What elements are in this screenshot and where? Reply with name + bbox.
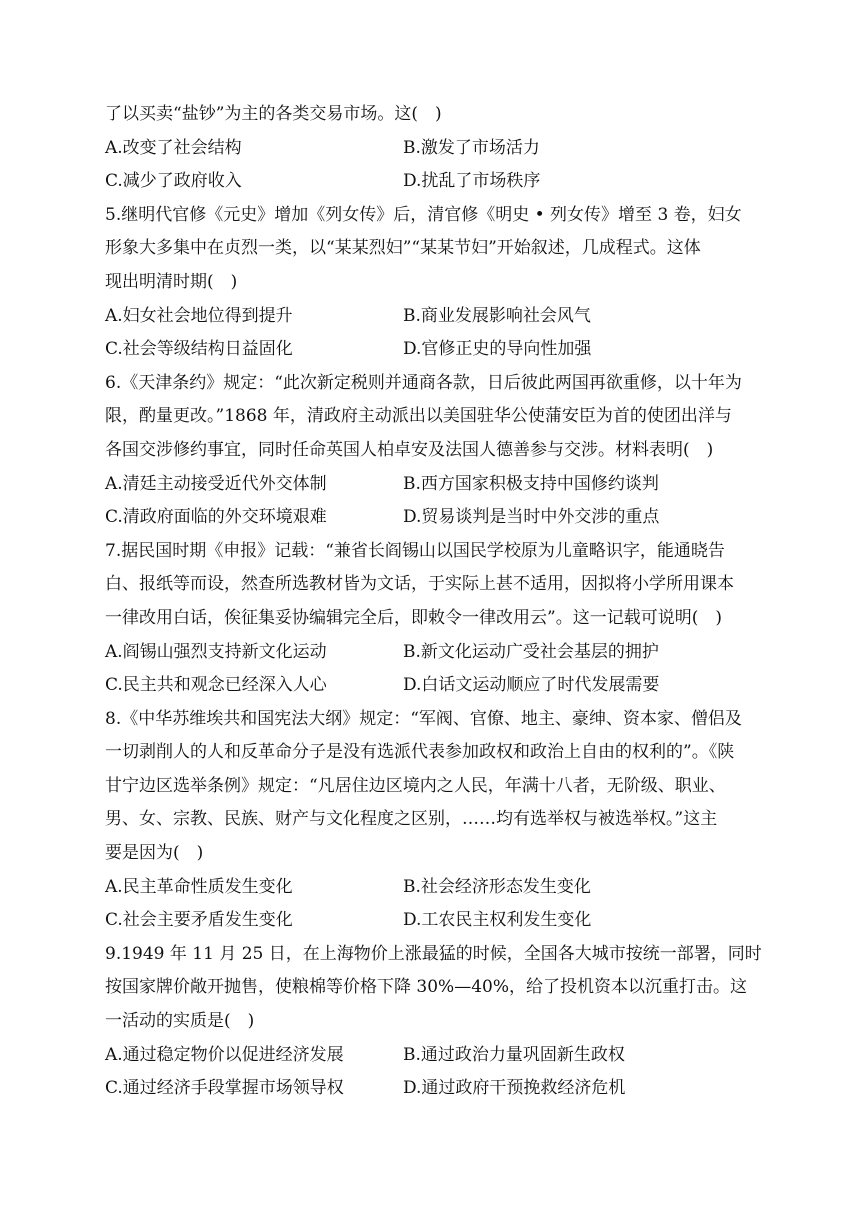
option-row	[105, 300, 755, 334]
option-b[interactable]: B.激发了市场活力	[403, 137, 540, 158]
option-a[interactable]: A.改变了社会结构	[105, 137, 242, 158]
option-d[interactable]: D.白话文运动顺应了时代发展需要	[403, 675, 660, 696]
option-c[interactable]: C.减少了政府收入	[105, 171, 242, 192]
option-row	[105, 871, 755, 905]
question-stem-line: 7.据民国时期《申报》记载：“兼省长阎锡山以国民学校原为儿童略识字，能通晓告	[105, 540, 725, 561]
option-row	[105, 1072, 755, 1106]
option-b[interactable]: B.通过政治力量巩固新生政权	[403, 1044, 625, 1065]
option-d[interactable]: D.贸易谈判是当时中外交涉的重点	[403, 507, 660, 528]
option-d[interactable]: D.工农民主权利发生变化	[403, 910, 592, 931]
question-stem-line: 一律改用白话，俟征集妥协编辑完全后，即敕令一律改用云”。这一记载可说明( )	[105, 607, 722, 628]
option-c[interactable]: C.通过经济手段掌握市场领导权	[105, 1078, 344, 1099]
option-c[interactable]: C.民主共和观念已经深入人心	[105, 675, 327, 696]
question-stem-line: 形象大多集中在贞烈一类，以“某某烈妇”“某某节妇”开始叙述，几成程式。这体	[105, 238, 701, 259]
option-c[interactable]: C.社会主要矛盾发生变化	[105, 910, 293, 931]
question-7	[105, 535, 755, 703]
option-a[interactable]: A.阎锡山强烈支持新文化运动	[105, 641, 327, 662]
question-6	[105, 367, 755, 535]
question-stem-line: 按国家牌价敞开抛售，使粮棉等价格下降 30%—40%，给了投机资本以沉重打击。这	[105, 977, 747, 998]
option-row	[105, 132, 755, 166]
option-b[interactable]: B.商业发展影响社会风气	[403, 305, 591, 326]
option-b[interactable]: B.社会经济形态发生变化	[403, 876, 591, 897]
option-b[interactable]: B.西方国家积极支持中国修约谈判	[403, 473, 659, 494]
question-8	[105, 703, 755, 938]
option-d[interactable]: D.官修正史的导向性加强	[403, 339, 592, 360]
option-b[interactable]: B.新文化运动广受社会基层的拥护	[403, 641, 659, 662]
option-row	[105, 333, 755, 367]
question-5	[105, 199, 755, 367]
question-stem-line: 限，酌量更改。”1868 年，清政府主动派出以美国驻华公使蒲安臣为首的使团出洋与	[105, 406, 732, 427]
option-row	[105, 636, 755, 670]
question-stem-line: 一切剥削人的人和反革命分子是没有选派代表参加政权和政治上自由的权利的”。《陕	[105, 742, 735, 763]
exam-page	[105, 98, 762, 1106]
option-row	[105, 468, 755, 502]
option-c[interactable]: C.社会等级结构日益固化	[105, 339, 293, 360]
question-stem-line: 一活动的实质是( )	[105, 1011, 255, 1032]
question-stem-line: 9.1949 年 11 月 25 日，在上海物价上涨最猛的时候，全国各大城市按统一部署，同时	[105, 943, 762, 964]
option-row	[105, 669, 755, 703]
option-row	[105, 501, 755, 535]
option-a[interactable]: A.民主革命性质发生变化	[105, 876, 293, 897]
question-stem-line: 甘宁边区选举条例》规定：“凡居住边区境内之人民，年满十八者，无阶级、职业、	[105, 775, 726, 796]
question-stem-line: 8.《中华苏维埃共和国宪法大纲》规定：“军阀、官僚、地主、豪绅、资本家、僧侣及	[105, 708, 742, 729]
option-d[interactable]: D.扰乱了市场秩序	[403, 171, 541, 192]
question-stem-line: 5.继明代官修《元史》增加《列女传》后，清官修《明史 • 列女传》增至 3 卷，妇女	[105, 204, 742, 225]
question-stem-line: 6.《天津条约》规定：“此次新定税则并通商各款，日后彼此两国再欲重修，以十年为	[105, 372, 742, 393]
option-a[interactable]: A.妇女社会地位得到提升	[105, 305, 293, 326]
option-c[interactable]: C.清政府面临的外交环境艰难	[105, 507, 327, 528]
option-a[interactable]: A.清廷主动接受近代外交体制	[105, 473, 327, 494]
question-4	[105, 98, 755, 199]
option-d[interactable]: D.通过政府干预挽救经济危机	[403, 1078, 626, 1099]
question-stem-line: 各国交涉修约事宜，同时任命英国人柏卓安及法国人德善参与交涉。材料表明( )	[105, 439, 714, 460]
option-row	[105, 1039, 755, 1073]
option-row	[105, 165, 755, 199]
option-a[interactable]: A.通过稳定物价以促进经济发展	[105, 1044, 344, 1065]
question-9	[105, 938, 762, 1106]
question-stem-line: 了以买卖“盐钞”为主的各类交易市场。这( )	[105, 104, 442, 124]
question-stem-line: 男、女、宗教、民族、财产与文化程度之区别，……均有选举权与被选举权。”这主	[105, 809, 718, 830]
question-stem-line: 要是因为( )	[105, 843, 204, 864]
question-stem-line: 白、报纸等而设，然查所选教材皆为文话，于实际上甚不适用，因拟将小学所用课本	[105, 574, 734, 595]
question-stem-line: 现出明清时期( )	[105, 271, 238, 292]
option-row	[105, 904, 755, 938]
